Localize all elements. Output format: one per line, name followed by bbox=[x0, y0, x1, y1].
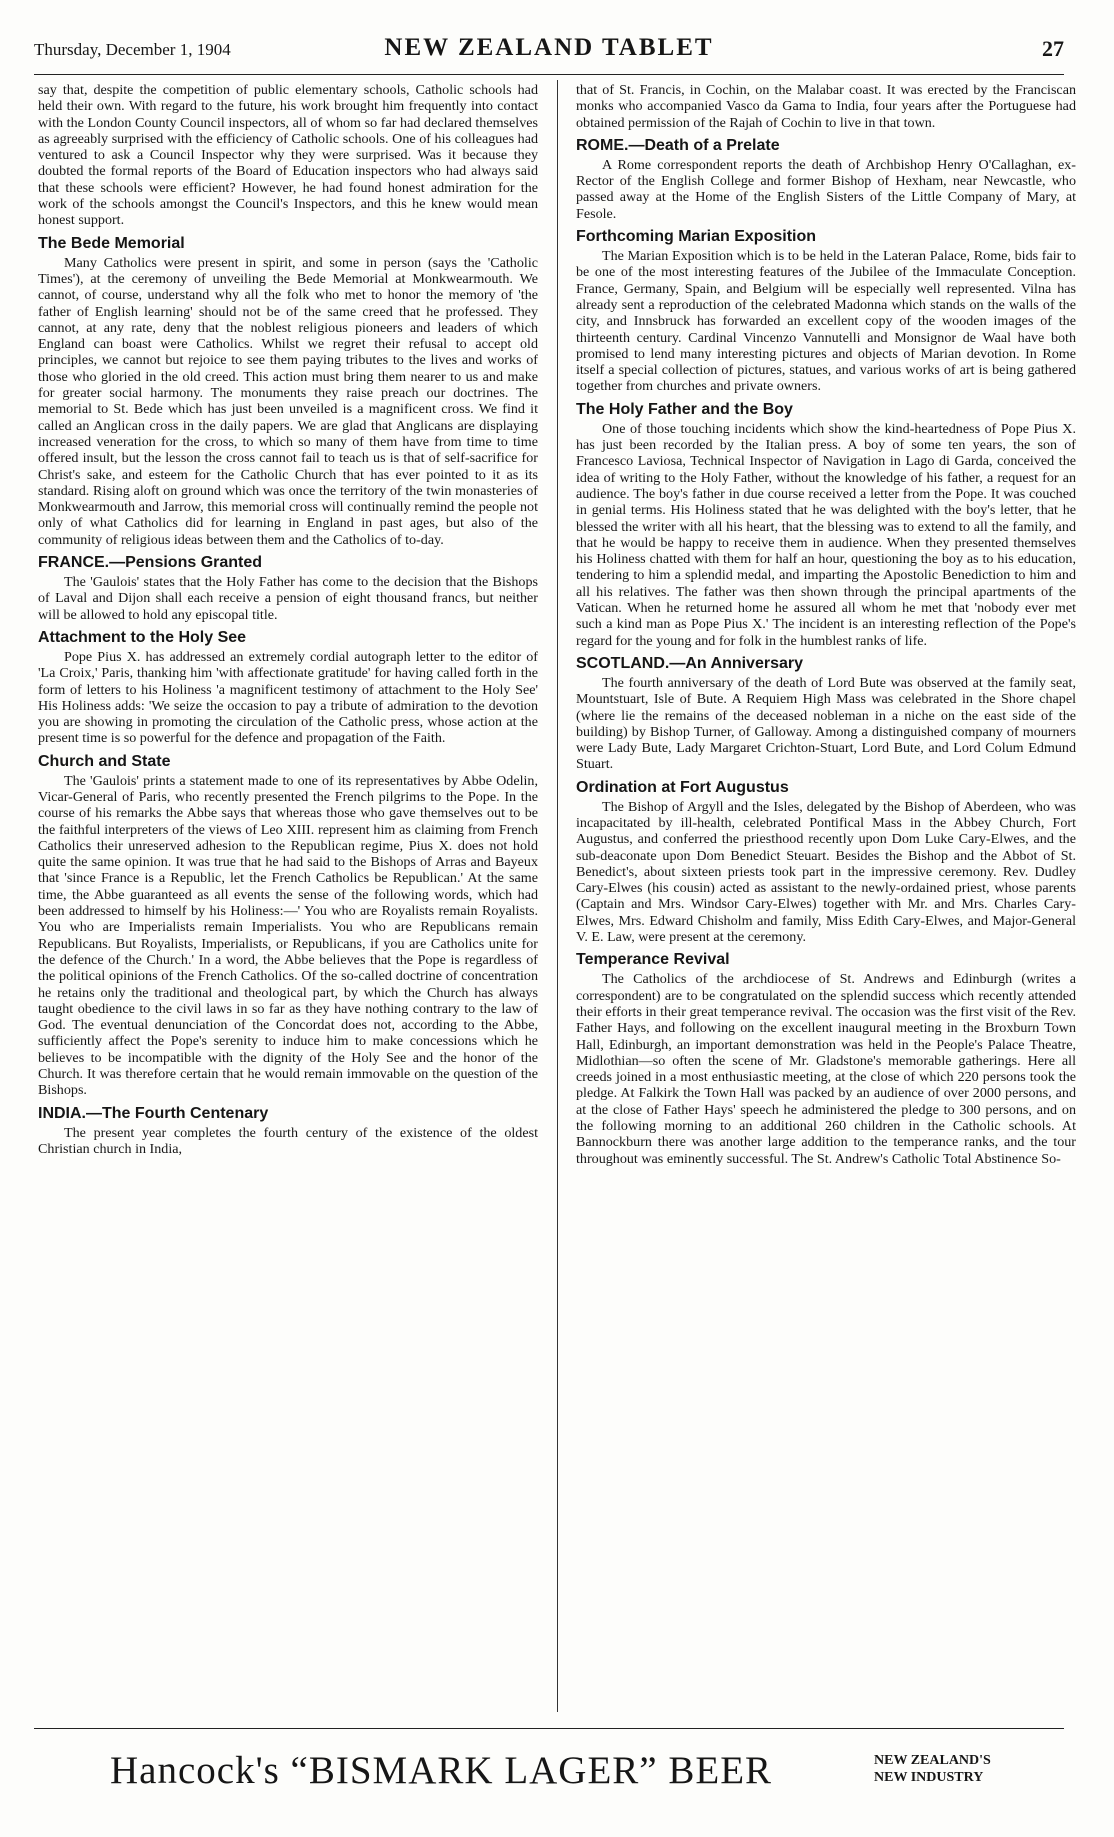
article-ordination-fort-augustus: The Bishop of Argyll and the Isles, delegated by the Bishop of Aberdeen, who was incapacitated by ill-health, celebrated Pontifical Mass in the Abbey Church, Fort Augustus, and conferred the priesthood recently upon Dom Luke Cary-Elwes, and the sub-deaconate upon Dom Benedict Steuart. Besides the Bishop and the Abbot of St. Benedict's, about sixteen priests took part in the impressive ceremony. Rev. Dudley Cary-Elwes (his cousin) acted as assistant to the newly-ordained priest, whose parents (Captain and Mrs. Windsor Cary-Elwes) together with Mr. and Mrs. Charles Cary-Elwes, Mrs. Edward Chisholm and family, Miss Edith Cary-Elwes, and Major-General V. E. Law, were present at the ceremony. bbox=[576, 798, 1076, 946]
article-scotland-anniversary: The fourth anniversary of the death of Lord Bute was observed at the family seat, Mountstuart, Isle of Bute. A Requiem High Mass was celebrated in the Shore chapel (where lie the remains of the deceased nobleman in a niche on the east side of the building) by Bishop Turner, of Galloway. Among a distinguished company of mourners were Lady Bute, Lady Margaret Crichton-Stuart, Lord Bute, and Lord Colum Edmund Stuart. bbox=[576, 674, 1076, 773]
issue-date: Thursday, December 1, 1904 bbox=[34, 40, 231, 59]
page-number: 27 bbox=[1042, 36, 1064, 61]
article-rome-prelate: A Rome correspondent reports the death of Archbishop Henry O'Callaghan, ex-Rector of the English College and former Bishop of Hexham, near Newcastle, who passed away at the Home of the English Sisters of the Little Company of Mary, at Fesole. bbox=[576, 156, 1076, 222]
heading-scotland-anniversary: SCOTLAND.—An Anniversary bbox=[576, 654, 803, 672]
advert-tagline bbox=[874, 1752, 1064, 1786]
heading-church-and-state: Church and State bbox=[38, 752, 171, 770]
article-france-pensions: The 'Gaulois' states that the Holy Father has come to the decision that the Bishops of Laval and Dijon shall each receive a pension of eight thousand francs, but neither will be allowed to hold any episcopal title. bbox=[38, 574, 538, 623]
article-holy-father-boy: One of those touching incidents which show the kind-heartedness of Pope Pius X. has just been recorded by the Italian press. A boy of some ten years, the son of Francesco Laviosa, Technical Inspector of Navigation in Lago di Garda, conceived the idea of writing to the Holy Father, without the knowledge of his father, a request for an audience. The boy's father in due course received a letter from the Pope. It was couched in genial terms. His Holiness stated that he was delighted with the boy's letter, that he blessed the writer with all his heart, that the blessing was to extend to all the family, and that he would be happy to receive them in audience. When they presented themselves his Holiness chatted with them for half an hour, questioning the boy as to his education, tendering to him a splendid medal, and imparting the Apostolic Benediction to him and all his relatives. The father was then shown through the principal apartments of the Vatican. When he returned home he assured all whom he met that 'nobody ever met such a kind man as Pope Pius X.' The incident is an interesting reflection of the Pope's regard for the young and for folk in the humblest ranks of life. bbox=[576, 420, 1076, 649]
heading-temperance-revival: Temperance Revival bbox=[576, 951, 730, 969]
column-divider bbox=[557, 80, 558, 1712]
article-india-centenary: The present year completes the fourth century of the existence of the oldest Christian church in India, bbox=[38, 1124, 538, 1157]
heading-ordination-fort-augustus: Ordination at Fort Augustus bbox=[576, 778, 789, 796]
heading-rome-prelate: ROME.—Death of a Prelate bbox=[576, 136, 780, 154]
footer-divider bbox=[34, 1728, 1064, 1729]
article-marian-exposition: The Marian Exposition which is to be held in the Lateran Palace, Rome, bids fair to be one of the most interesting features of the Jubilee of the Immaculate Conception. France, Germany, Spain, and Belgium will be especially well represented. Vilna has already sent a reproduction of the celebrated Madonna which stands on the walls of the city, and Innsbruck has forwarded an excellent copy of the wooden images of the thirteenth century. Cardinal Vincenzo Vannutelli and Monsignor de Waal have both promised to lend many interesting pictures and objects of Marian devotion. In Rome itself a special collection of pictures, statues, and various works of art is being gathered together from churches and private owners. bbox=[576, 248, 1076, 395]
page-header bbox=[34, 30, 1064, 66]
article-church-and-state: The 'Gaulois' prints a statement made to one of its representatives by Abbe Odelin, Vicar-General of Paris, who recently presented the French pilgrims to the Pope. In the course of his remarks the Abbe says that whereas those who gave themselves out to be the faithful interpreters of the views of Leo XIII. represent him as claiming from French Catholics their unreserved adhesion to the Republican regime, Pius X. does not hold quite the same opinion. It was true that he had said to the Bishops of Arras and Bayeux that 'since France is a Republic, let the French Catholics be Republican.' At the same time, the Abbe guaranteed as all events the sense of the following words, which had been addressed to himself by his Holiness:—' You who are Royalists remain Royalists. You who are Imperialists remain Imperialists. You who are Republicans remain Republicans. But Royalists, Imperialists, or Republicans, if you are Catholics unite for the defence of the Church.' In a word, the Abbe believes that the Pope is regardless of the political opinions of the French Catholics. Of the so-called doctrine of concentration he retains only the traditional and theological part, by which the Church has always taught obedience to the civil laws in so far as they have nothing contrary to the law of God. The eventual denunciation of the Concordat does not, according to the Abbe, sufficiently affect the Pope's serenity to induce him to make concessions which he believes to be incompatible with the dignity of the Holy See and the honor of the Church. It was therefore certain that he would remain immovable on the question of the Bishops. bbox=[38, 772, 538, 1099]
heading-india-centenary: INDIA.—The Fourth Centenary bbox=[38, 1104, 269, 1122]
heading-attachment-holy-see: Attachment to the Holy See bbox=[38, 628, 247, 646]
article-temperance-revival: The Catholics of the archdiocese of St. Andrews and Edinburgh (writes a correspondent) are to be congratulated on the splendid success which recently attended their efforts in their great temperance revival. The occasion was the first visit of the Rev. Father Hays, and following on the excellent inaugural meeting in the Broxburn Town Hall, Edinburgh, an important demonstration was held in the People's Palace Theatre, Midlothian—so often the scene of Mr. Gladstone's memorable gatherings. Here all creeds joined in a most enthusiastic meeting, at the close of which 220 persons took the pledge. At Falkirk the Town Hall was packed by an audience of over 2000 persons, and at the close of Father Hays' speech he administered the pledge to 300 persons, and on the following morning to an additional 260 children in the Catholic schools. At Bannockburn there was another large addition to the temperance ranks, and the tour throughout was eminently successful. The St. Andrew's Catholic Total Abstinence So- bbox=[576, 971, 1076, 1167]
advert-tagline-line1: NEW ZEALAND'S bbox=[874, 1753, 991, 1768]
header-divider bbox=[34, 74, 1064, 75]
article-bede-memorial: Many Catholics were present in spirit, and some in person (says the 'Catholic Times'), at the ceremony of unveiling the Bede Memorial at Monkwearmouth. We cannot, of course, understand why all the folk who met to honor the memory of 'the father of English learning' should not be of the same creed that he professed. They cannot, at any rate, deny that the noblest religious pioneers and leaders of which England can boast were Catholics. Whilst we regret their refusal to accept old principles, we cannot but rejoice to see them paying tributes to the lives and works of those who gloried in the old creed. This action must bring them nearer to us and make for greater social harmony. The monuments they raise preach our doctrines. The memorial to St. Bede which has just been unveiled is a magnificent cross. We find it called an Anglican cross in the daily papers. We are glad that Anglicans are displaying increased veneration for the cross, to which so many of them have from time to time offered insult, but the lesson the cross cannot fail to teach us is that of self-sacrifice for Christ's sake, and esteem for the Catholic Church that has ever pointed to it as its standard. Rising aloft on ground which was once the territory of the twin monasteries of Monkwearmouth and Jarrow, this memorial cross will continually remind the people not only of what Catholics did for learning in England in past ages, but also of the community of religious ideas between them and the Catholics of to-day. bbox=[38, 254, 538, 548]
advert-tagline-line2: NEW INDUSTRY bbox=[874, 1770, 984, 1785]
heading-bede-memorial: The Bede Memorial bbox=[38, 234, 185, 252]
heading-holy-father-boy: The Holy Father and the Boy bbox=[576, 400, 793, 418]
article-intro-text: say that, despite the competition of public elementary schools, Catholic schools had held their own. With regard to the future, his work brought him frequently into contact with the London County Council inspectors, all of whom so far had declared themselves as agreeably surprised with the efficiency of Catholic schools. One of his colleagues had ventured to ask a Council Inspector why they were surprised. Was it because they doubted the formal reports of the Board of Education inspectors who had always said that these schools were efficient? However, he had found honest admiration for the work of the schools amongst the Council's Inspectors, and this he knew would mean honest support. bbox=[38, 82, 538, 229]
heading-marian-exposition: Forthcoming Marian Exposition bbox=[576, 228, 817, 246]
right-column bbox=[576, 82, 1076, 1707]
article-attachment-holy-see: Pope Pius X. has addressed an extremely cordial autograph letter to the editor of 'La Croix,' Paris, thanking him 'with affectionate gratitude' for having called forth in the form of letters to his Holiness 'a magnificent testimony of attachment to the Holy See' His Holiness adds: 'We seize the occasion to pay a tribute of admiration to the devotion you are showing in promoting the circulation of the Catholic press, whose action at the present time is so powerful for the defence and propagation of the Faith. bbox=[38, 648, 538, 747]
article-india-continued: that of St. Francis, in Cochin, on the Malabar coast. It was erected by the Franciscan monks who accompanied Vasco da Gama to India, four years after the Portuguese had obtained permission of the Rajah of Cochin to live in that town. bbox=[576, 82, 1076, 131]
masthead-title: NEW ZEALAND TABLET bbox=[384, 34, 714, 61]
left-column bbox=[38, 82, 538, 1707]
beer-advert-text: Hancock's “BISMARK LAGER” BEER bbox=[110, 1749, 773, 1792]
heading-france-pensions: FRANCE.—Pensions Granted bbox=[38, 554, 263, 572]
footer-advertisement bbox=[34, 1738, 1064, 1808]
